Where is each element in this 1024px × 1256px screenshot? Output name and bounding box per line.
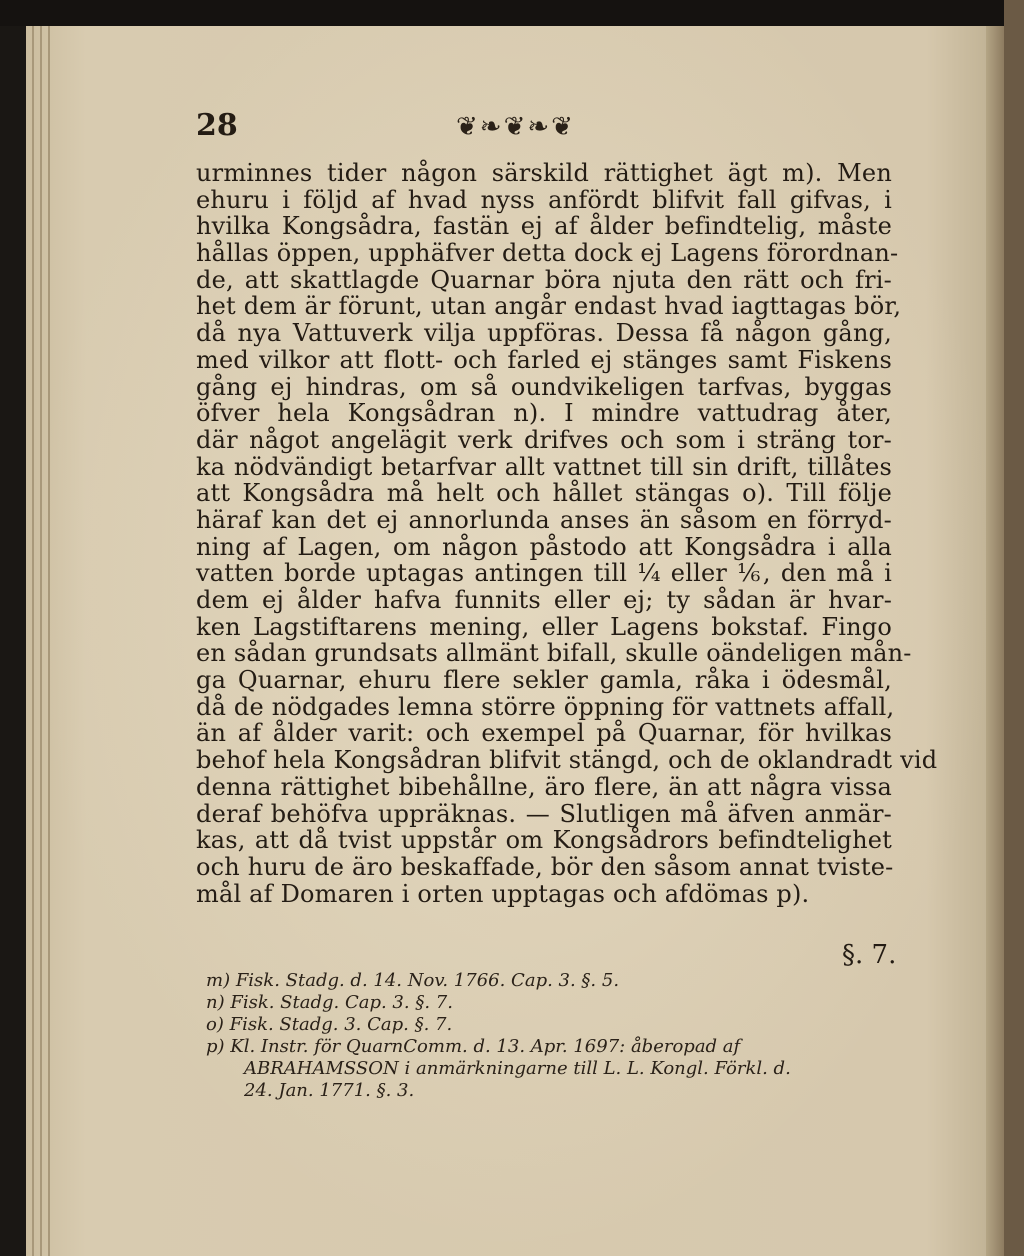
page-edge: [40, 26, 42, 1256]
text-line: där något angelägit verk drifves och som i sträng tor-: [196, 425, 892, 454]
text-line: då nya Vattuverk vilja uppföras. Dessa få någon gång,: [196, 319, 892, 348]
text-line: ning af Lagen, om någon påstodo att Kongsådra i alla: [196, 532, 892, 561]
section-mark: §. 7.: [842, 940, 897, 970]
header-ornament: ❦❧❦❧❦: [456, 112, 575, 142]
text-line: het dem är förunt, utan angår endast hvad iagttagas bör,: [196, 292, 902, 321]
text-line: behof hela Kongsådran blifvit stängd, och de oklandradt vid: [196, 746, 938, 775]
text-line: kas, att då tvist uppstår om Kongsådrors befindtelighet: [196, 826, 892, 855]
footnote: n) Fisk. Stadg. Cap. 3. §. 7.: [206, 992, 453, 1013]
footnotes: [206, 970, 892, 1102]
page-header: [196, 108, 892, 148]
text-line: vatten borde uptagas antingen till ¼ eller ⅙, den må i: [196, 559, 892, 588]
text-line: och huru de äro beskaffade, bör den såsom annat tviste-: [196, 852, 894, 881]
text-line: gång ej hindras, om så oundvikeligen tarfvas, byggas: [196, 372, 892, 401]
text-line: hvilka Kongsådra, fastän ej af ålder befindtelig, måste: [196, 212, 892, 241]
text-line: dem ej ålder hafva funnits eller ej; ty sådan är hvar-: [196, 586, 892, 614]
text-line: att Kongsådra må helt och hållet stängas o). Till följe: [196, 479, 892, 508]
text-line: denna rättighet bibehållne, äro flere, än att några vissa: [196, 772, 892, 801]
text-line: med vilkor att flott- och farled ej stänges samt Fiskens: [196, 345, 892, 374]
text-line: en sådan grundsats allmänt bifall, skulle oändeligen mån-: [196, 639, 912, 668]
footnote: 24. Jan. 1771. §. 3.: [244, 1080, 415, 1101]
text-line: än af ålder varit: och exempel på Quarnar, för hvilkas: [196, 719, 892, 748]
text-line: häraf kan det ej annorlunda anses än såsom en förryd-: [196, 505, 892, 534]
text-line: öfver hela Kongsådran n). I mindre vattudrag åter,: [196, 399, 892, 428]
footnote: ABRAHAMSSON i anmärkningarne till L. L. Kongl. Förkl. d.: [244, 1058, 791, 1079]
page-gutter: [986, 26, 1004, 1256]
scan-frame-right: [1004, 0, 1024, 1256]
text-line: ga Quarnar, ehuru flere sekler gamla, råka i ödesmål,: [196, 666, 892, 695]
text-line: ehuru i följd af hvad nyss anfördt blifvit fall gifvas, i: [196, 185, 892, 214]
page-number: 28: [196, 108, 238, 143]
footnote: m) Fisk. Stadg. d. 14. Nov. 1766. Cap. 3. §. 5.: [206, 970, 620, 991]
scan-frame-top: [0, 0, 1024, 26]
text-line: mål af Domaren i orten upptagas och afdömas p).: [196, 879, 810, 908]
text-line: de, att skattlagde Quarnar böra njuta den rätt och fri-: [196, 265, 892, 294]
text-line: ka nödvändigt betarfvar allt vattnet till sin drift, tillåtes: [196, 452, 892, 481]
footnote: p) Kl. Instr. för QuarnComm. d. 13. Apr. 1697: åberopad af: [206, 1036, 741, 1057]
text-line: urminnes tider någon särskild rättighet ägt m). Men: [196, 159, 892, 187]
body-text: [196, 159, 938, 908]
text-line: deraf behöfva uppräknas. — Slutligen må äfven anmär-: [196, 799, 892, 828]
page-edge: [32, 26, 34, 1256]
text-line: då de nödgades lemna större öppning för vattnets affall,: [196, 692, 895, 721]
footnote: o) Fisk. Stadg. 3. Cap. §. 7.: [206, 1014, 453, 1035]
text-line: ken Lagstiftarens mening, eller Lagens bokstaf. Fingo: [196, 612, 892, 641]
text-line: hållas öppen, upphäfver detta dock ej Lagens förordnan-: [196, 239, 899, 268]
page-edge: [48, 26, 50, 1256]
